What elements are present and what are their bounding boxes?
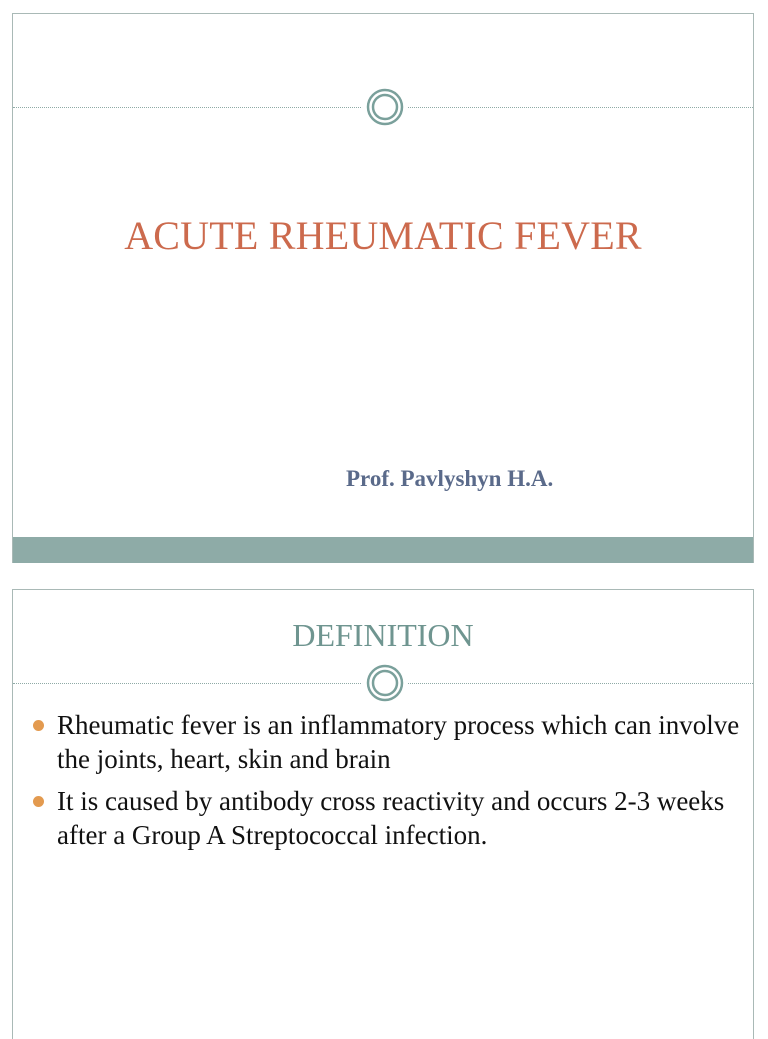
slide-title-text: ACUTE RHEUMATIC FEVER xyxy=(124,213,642,258)
bullet-dot-icon xyxy=(33,796,44,807)
bullet-text: Rheumatic fever is an inflammatory process which can involve the joints, heart, skin and brain xyxy=(57,710,740,774)
slide-heading: DEFINITION xyxy=(292,617,474,653)
bullet-list xyxy=(33,708,745,860)
slide-definition xyxy=(12,589,754,1039)
ring-ornament-icon xyxy=(366,88,404,126)
author-name: Prof. Pavlyshyn H.A. xyxy=(346,466,554,491)
bullet-text: It is caused by antibody cross reactivity and occurs 2-3 weeks after a Group A Streptococcal infection. xyxy=(57,786,725,850)
list-item xyxy=(33,784,745,852)
ring-ornament-icon xyxy=(366,664,404,702)
footer-accent-band xyxy=(13,537,753,563)
slide-title xyxy=(12,13,754,563)
bullet-dot-icon xyxy=(33,720,44,731)
list-item xyxy=(33,708,745,776)
